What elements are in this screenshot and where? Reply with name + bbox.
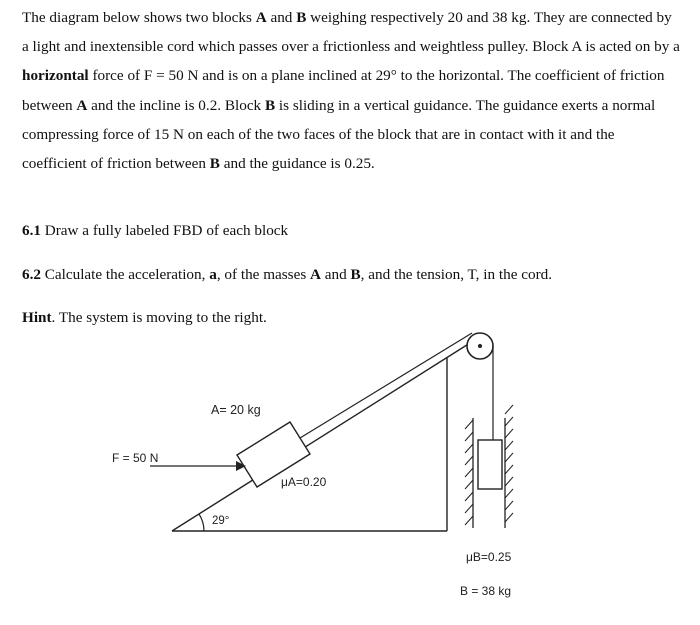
- question-number: 6.2: [22, 266, 41, 283]
- text-span: force of F = 50 N and is on a plane inclined at 29° to the horizontal. The coefficient of friction between: [22, 67, 665, 114]
- bold-text: A: [310, 266, 321, 283]
- label-force: F = 50 N: [112, 451, 159, 465]
- text-span: and the guidance is 0.25.: [219, 155, 375, 173]
- text-span: and the incline is 0.2. Block: [87, 96, 265, 114]
- bold-text: A: [76, 96, 88, 114]
- label-mu-a: μA=0.20: [281, 475, 327, 489]
- cord-incline: [300, 333, 472, 438]
- question-text: , of the masses: [216, 266, 311, 283]
- hint-label: Hint: [22, 309, 52, 326]
- bold-text: a: [209, 266, 217, 283]
- hint-text: . The system is moving to the right.: [51, 309, 267, 326]
- text-span: weighing respectively 20 and 38 kg. They are connected by a light and inextensible cord which passes over a frictionless and weightless pulley. Block A is acted on by a: [22, 9, 680, 56]
- bold-text: A: [255, 9, 267, 26]
- question-number: 6.1: [22, 222, 41, 239]
- bold-text: B: [264, 96, 276, 114]
- question-text: , and the tension, T, in the cord.: [360, 266, 553, 283]
- guide-left-hatch: [465, 420, 473, 525]
- text-span: is sliding in a vertical guidance. The guidance exerts a normal compressing force of 15 N on each of the two faces of the block that are in contact with it and the coefficient of friction between: [22, 96, 656, 173]
- question-text: and: [321, 266, 351, 283]
- label-angle: 29°: [212, 515, 230, 527]
- label-block-a: A= 20 kg: [211, 403, 261, 417]
- bold-text: horizontal: [22, 67, 89, 85]
- question-text: Draw a fully labeled FBD of each block: [40, 222, 289, 239]
- label-block-b: B = 38 kg: [460, 584, 512, 598]
- incline-surface: [172, 343, 470, 531]
- text-span: The diagram below shows two blocks: [22, 9, 256, 26]
- bold-text: B: [350, 266, 361, 283]
- angle-arc: [199, 514, 204, 531]
- pulley-axle: [478, 344, 482, 348]
- bold-text: B: [209, 155, 220, 173]
- question-text: Calculate the acceleration,: [40, 266, 210, 283]
- label-mu-b: μB=0.25: [466, 550, 512, 564]
- text-span: and: [266, 9, 297, 26]
- block-b: [478, 440, 502, 489]
- guide-right-hatch: [505, 405, 513, 522]
- bold-text: B: [296, 9, 307, 26]
